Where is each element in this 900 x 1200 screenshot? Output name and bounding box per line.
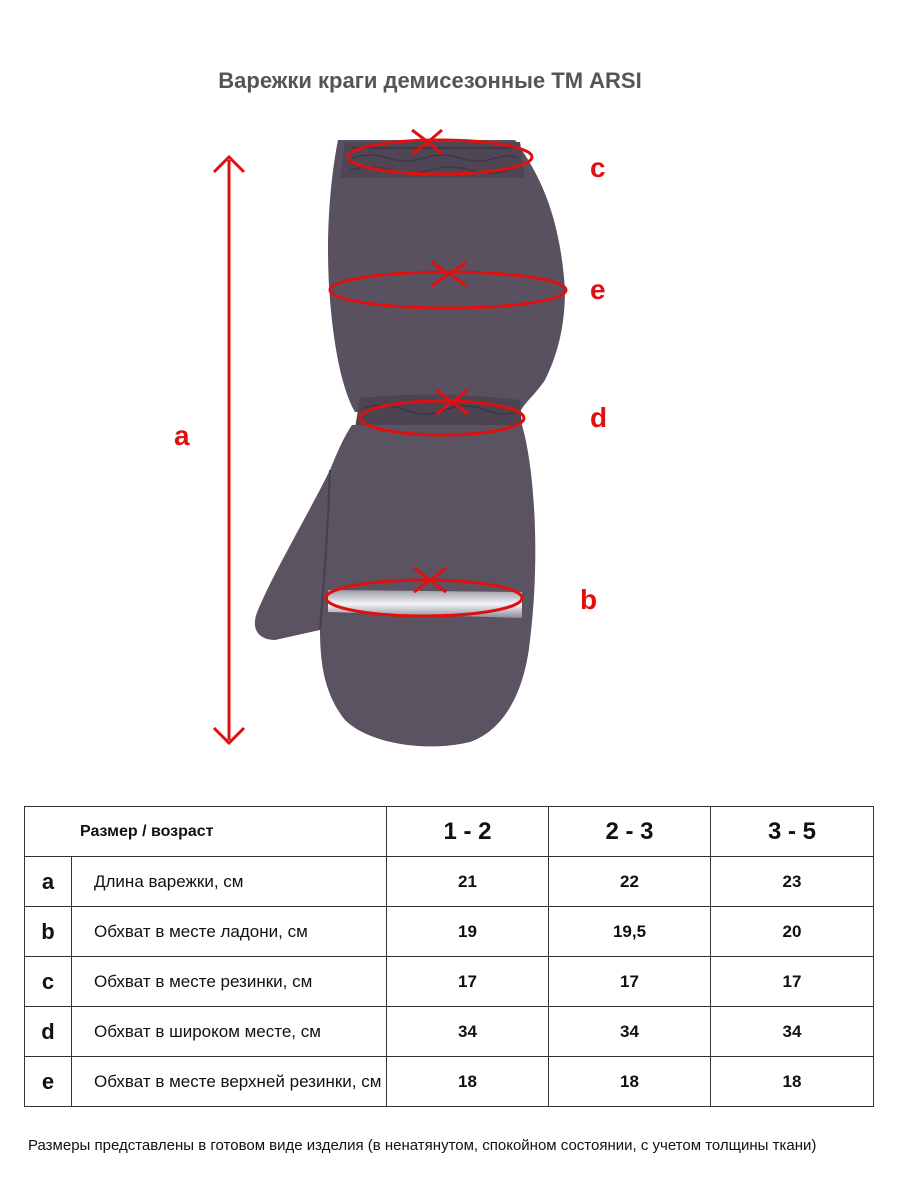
mitten-illustration	[255, 140, 565, 746]
row-value: 17	[711, 957, 874, 1007]
row-value: 34	[549, 1007, 711, 1057]
table-row	[25, 907, 874, 957]
row-param: Длина варежки, см	[72, 857, 387, 907]
footnote: Размеры представлены в готовом виде изделия (в ненатянутом, спокойном состоянии, с учетом толщины ткани)	[28, 1137, 817, 1154]
header-size: 1 - 2	[387, 807, 549, 857]
header-size: 3 - 5	[711, 807, 874, 857]
label-b: b	[580, 584, 598, 615]
row-value: 22	[549, 857, 711, 907]
header-size-age: Размер / возраст	[25, 807, 387, 857]
label-e: e	[590, 274, 606, 305]
label-d: d	[590, 402, 608, 433]
row-param: Обхват в месте ладони, см	[72, 907, 387, 957]
page-title: Варежки краги демисезонные ТМ ARSI	[218, 68, 642, 93]
row-value: 34	[711, 1007, 874, 1057]
length-arrow	[214, 157, 244, 743]
row-key: c	[25, 957, 72, 1007]
size-table	[24, 806, 874, 1107]
row-value: 19	[387, 907, 549, 957]
table-row	[25, 1007, 874, 1057]
row-value: 18	[549, 1057, 711, 1107]
row-value: 18	[387, 1057, 549, 1107]
row-key: e	[25, 1057, 72, 1107]
row-key: d	[25, 1007, 72, 1057]
label-a: a	[174, 420, 190, 451]
row-value: 34	[387, 1007, 549, 1057]
row-value: 19,5	[549, 907, 711, 957]
table-row	[25, 857, 874, 907]
table-header-row	[25, 807, 874, 857]
header-size: 2 - 3	[549, 807, 711, 857]
row-key: b	[25, 907, 72, 957]
row-param: Обхват в месте резинки, см	[72, 957, 387, 1007]
table-row	[25, 1057, 874, 1107]
table-row	[25, 957, 874, 1007]
row-param: Обхват в месте верхней резинки, см	[72, 1057, 387, 1107]
row-value: 17	[549, 957, 711, 1007]
row-value: 18	[711, 1057, 874, 1107]
row-value: 21	[387, 857, 549, 907]
row-value: 20	[711, 907, 874, 957]
row-value: 23	[711, 857, 874, 907]
row-key: a	[25, 857, 72, 907]
row-value: 17	[387, 957, 549, 1007]
row-param: Обхват в широком месте, см	[72, 1007, 387, 1057]
label-c: c	[590, 152, 606, 183]
